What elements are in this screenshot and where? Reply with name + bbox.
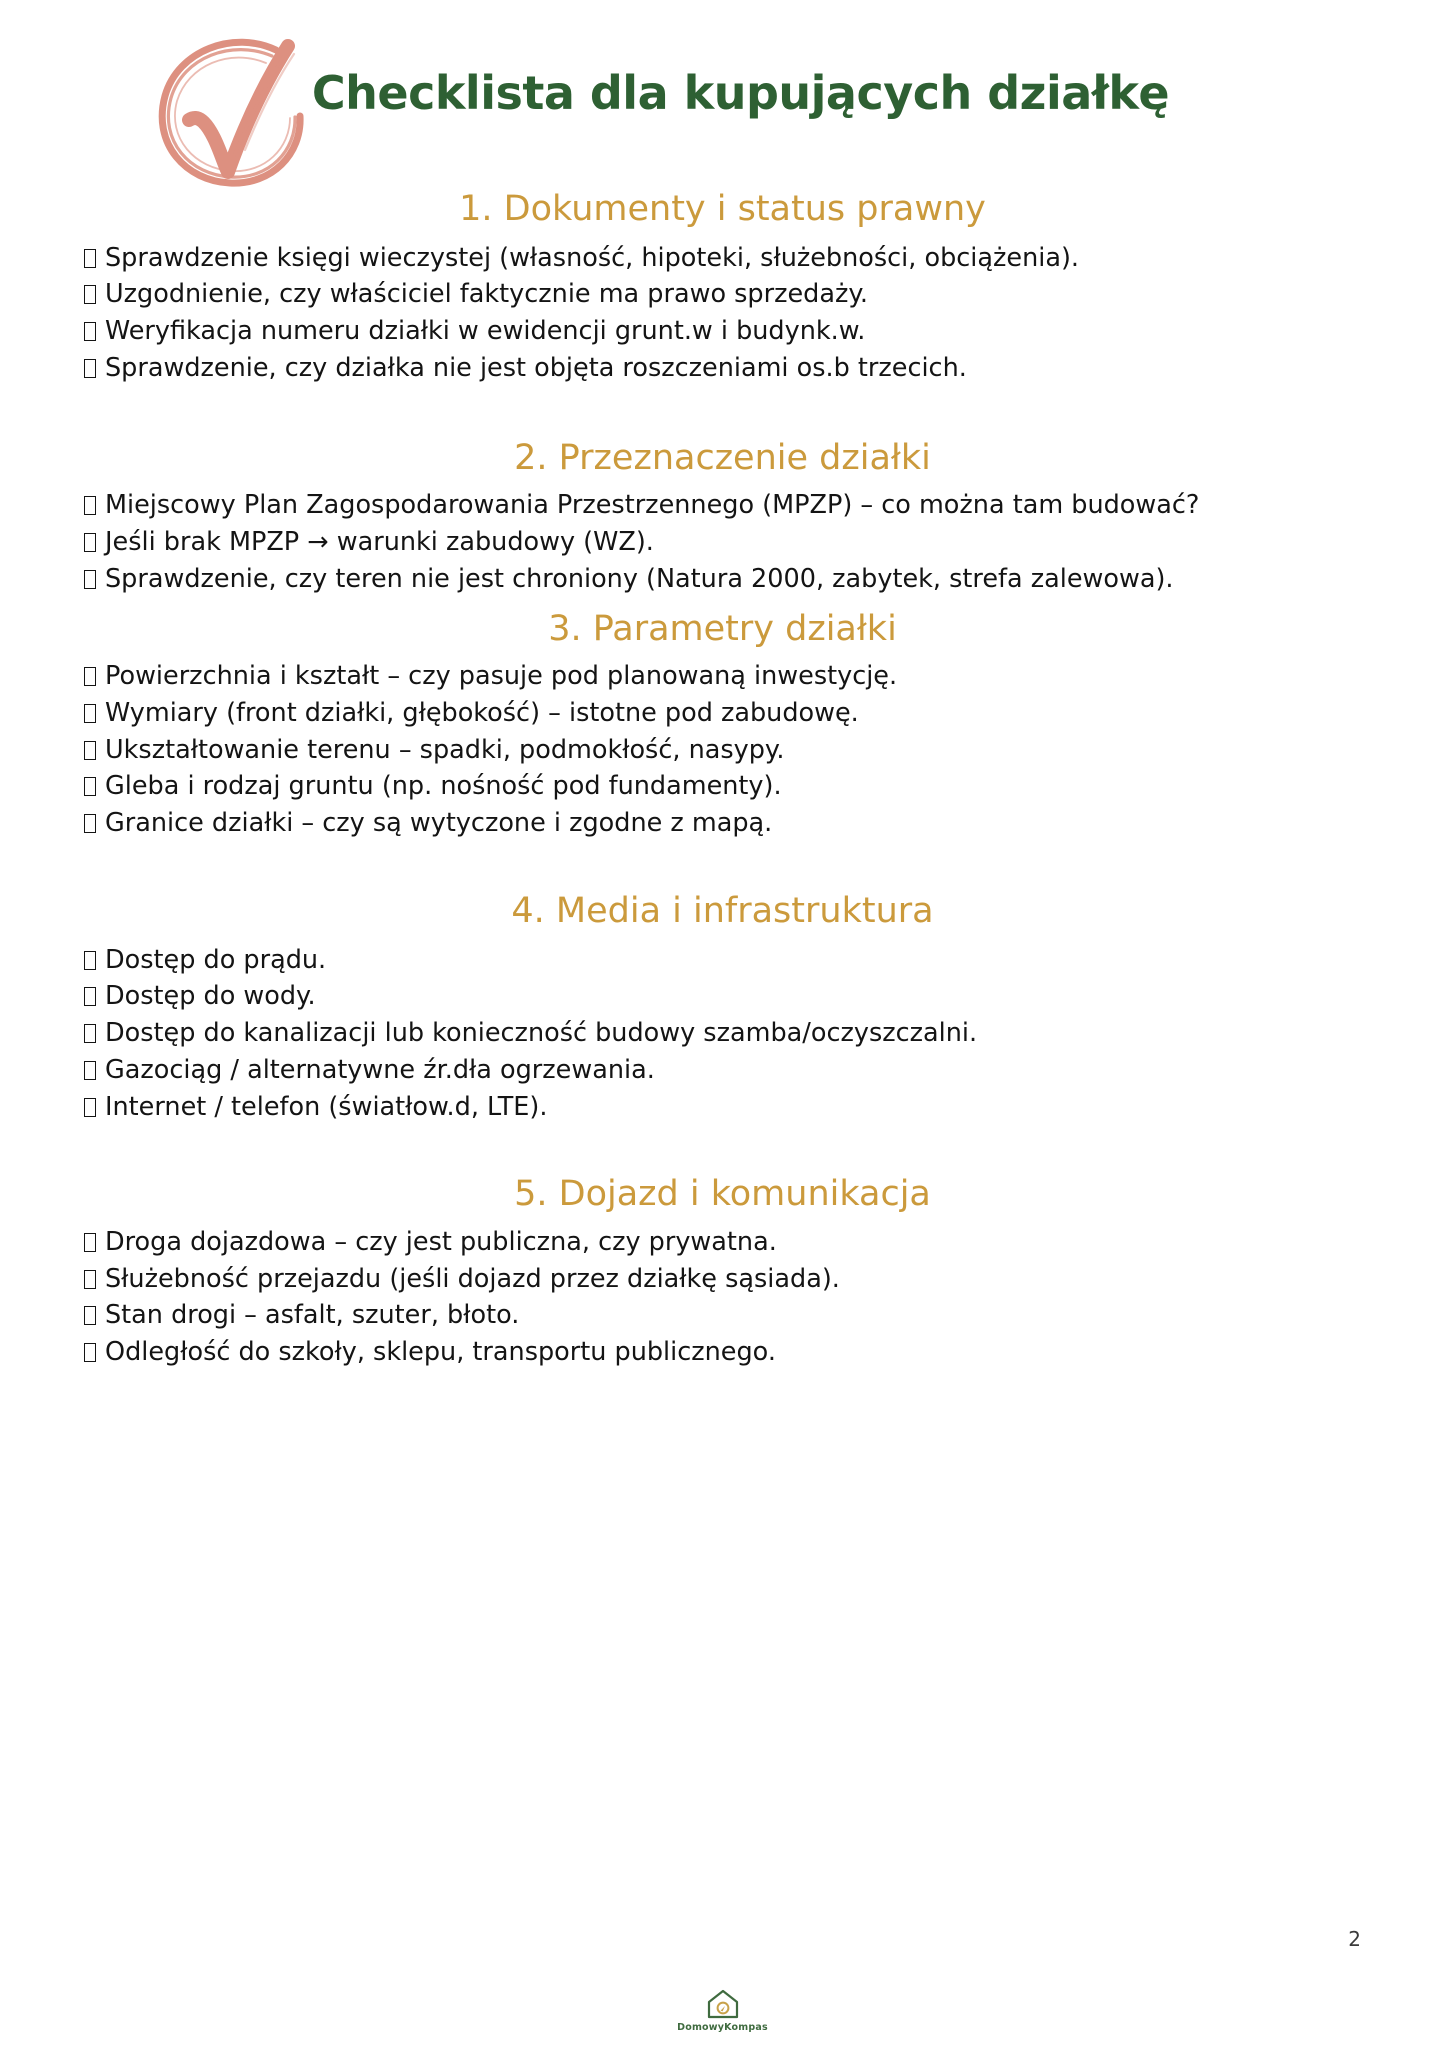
list-item[interactable] [84,1297,1361,1334]
list-item[interactable] [84,942,1361,979]
list-item-label: Internet / telefon (światłow.d, LTE). [105,1091,548,1122]
section-3-items [84,658,1361,842]
list-item-label: Powierzchnia i kształt – czy pasuje pod planowaną inwestycję. [105,661,898,692]
list-item[interactable] [84,1261,1361,1298]
list-item[interactable] [84,695,1361,732]
section-3 [84,608,1361,842]
list-item[interactable] [84,240,1361,277]
list-item-label: Weryfikacja numeru działki w ewidencji grunt.w i budynk.w. [105,316,866,347]
house-compass-icon [706,1989,740,2019]
section-1-items [84,240,1361,387]
section-2 [84,437,1361,598]
list-item-label: Sprawdzenie, czy działka nie jest objęta roszczeniami os.b trzecich. [105,352,967,383]
list-item[interactable] [84,524,1361,561]
list-item-label: Miejscowy Plan Zagospodarowania Przestrzennego (MPZP) – co można tam budować? [105,490,1200,521]
list-item[interactable] [84,978,1361,1015]
list-item-label: Stan drogi – asfalt, szuter, błoto. [105,1300,520,1331]
list-item[interactable] [84,1015,1361,1052]
checklist-content [0,188,1445,1371]
list-item-label: Granice działki – czy są wytyczone i zgodne z mapą. [105,808,773,839]
checkbox-tofu-icon [84,741,96,760]
document-page [0,18,1445,2061]
footer-logo [0,1989,1445,2033]
list-item-label: Droga dojazdowa – czy jest publiczna, czy prywatna. [105,1226,777,1257]
list-item[interactable] [84,313,1361,350]
list-item[interactable] [84,1334,1361,1371]
section-4 [84,890,1361,1125]
list-item[interactable] [84,350,1361,387]
section-5 [84,1173,1361,1371]
list-item[interactable] [84,768,1361,805]
checkbox-tofu-icon [84,704,96,723]
checkbox-tofu-icon [84,777,96,796]
list-item-label: Dostęp do kanalizacji lub konieczność budowy szamba/oczyszczalni. [105,1018,978,1049]
section-title: 2. Przeznaczenie działki [514,437,931,478]
checkbox-tofu-icon [84,1233,96,1252]
list-item[interactable] [84,1224,1361,1261]
list-item[interactable] [84,487,1361,524]
list-item-label: Gazociąg / alternatywne źr.dła ogrzewania. [105,1054,655,1085]
list-item[interactable] [84,1052,1361,1089]
list-item[interactable] [84,1089,1361,1126]
checkbox-tofu-icon [84,533,96,552]
section-title: 3. Parametry działki [548,608,897,649]
checkbox-tofu-icon [84,667,96,686]
checkbox-tofu-icon [84,322,96,341]
section-title: 5. Dojazd i komunikacja [514,1174,931,1215]
list-item-label: Ukształtowanie terenu – spadki, podmokłość, nasypy. [105,734,785,765]
page-title: Checklista dla kupujących działkę [311,66,1170,120]
section-5-items [84,1224,1361,1371]
checkbox-tofu-icon [84,814,96,833]
list-item-label: Uzgodnienie, czy właściciel faktycznie ma prawo sprzedaży. [105,279,868,310]
list-item[interactable] [84,658,1361,695]
checkbox-tofu-icon [84,1306,96,1325]
checkbox-tofu-icon [84,1343,96,1362]
checkbox-tofu-icon [84,285,96,304]
list-item[interactable] [84,805,1361,842]
list-item-label: Jeśli brak MPZP → warunki zabudowy (WZ). [105,527,654,558]
list-item-label: Odległość do szkoły, sklepu, transportu publicznego. [105,1337,776,1368]
list-item-label: Gleba i rodzaj gruntu (np. nośność pod fundamenty). [105,771,782,802]
list-item-label: Wymiary (front działki, głębokość) – istotne pod zabudowę. [105,698,859,728]
section-4-items [84,942,1361,1126]
checkbox-tofu-icon [84,570,96,589]
checkbox-tofu-icon [84,1270,96,1289]
list-item[interactable] [84,732,1361,769]
checkbox-tofu-icon [84,249,96,268]
section-title: 4. Media i infrastruktura [511,890,934,931]
list-item-label: Dostęp do prądu. [105,944,327,975]
section-title: 1. Dokumenty i status prawny [459,189,986,229]
section-2-items [84,487,1361,597]
list-item-label: Służebność przejazdu (jeśli dojazd przez działkę sąsiada). [105,1263,840,1294]
footer-brand-label: DomowyKompas [677,2022,768,2033]
section-1 [84,188,1361,387]
checkbox-tofu-icon [84,359,96,378]
checkbox-tofu-icon [84,951,96,970]
checkbox-tofu-icon [84,1061,96,1080]
document-header [0,18,1445,178]
checkbox-tofu-icon [84,987,96,1006]
checkbox-tofu-icon [84,1024,96,1043]
list-item-label: Sprawdzenie księgi wieczystej (własność, hipoteki, służebności, obciążenia). [105,242,1079,273]
list-item[interactable] [84,276,1361,313]
checkbox-tofu-icon [84,1098,96,1117]
checkbox-tofu-icon [84,496,96,515]
list-item-label: Dostęp do wody. [105,981,316,1012]
list-item[interactable] [84,561,1361,598]
list-item-label: Sprawdzenie, czy teren nie jest chroniony (Natura 2000, zabytek, strefa zalewowa). [105,563,1174,594]
page-number: 2 [1348,1927,1361,1951]
